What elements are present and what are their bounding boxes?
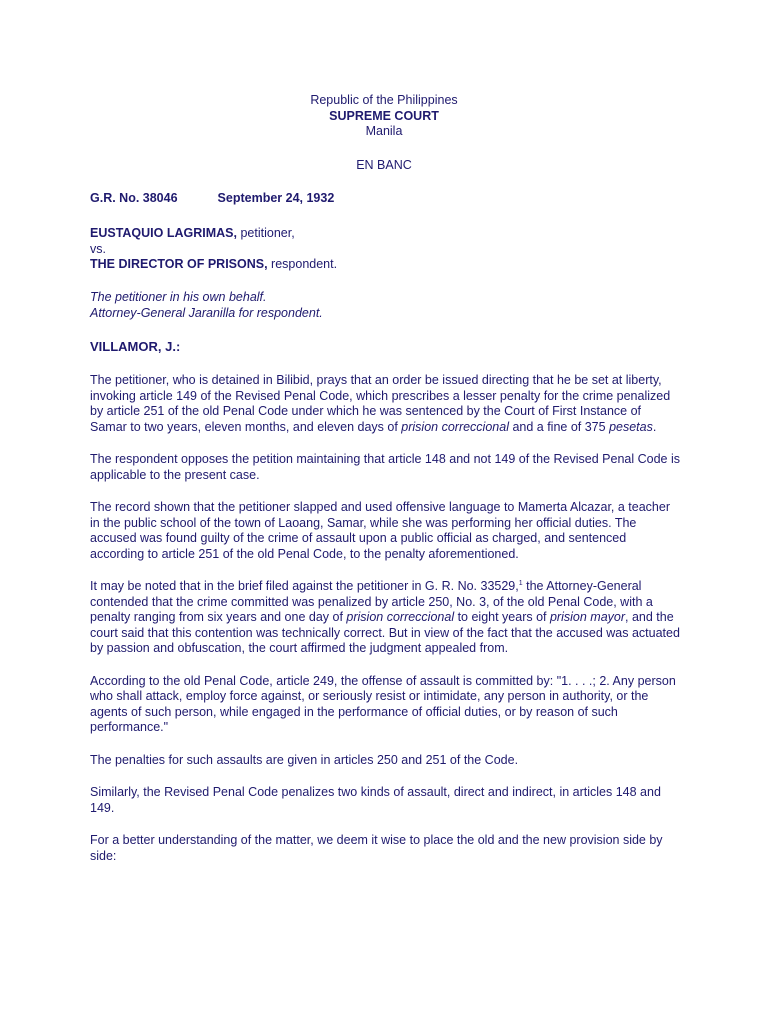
republic-line: Republic of the Philippines <box>310 93 458 107</box>
gr-number: G.R. No. 38046 <box>90 191 178 205</box>
paragraph-6: The penalties for such assaults are given in articles 250 and 251 of the Code. <box>90 752 519 767</box>
paragraph-7: Similarly, the Revised Penal Code penalizes two kinds of assault, direct and indirect, in articles 148 and 149. <box>90 785 661 815</box>
italic-term: prision correccional <box>401 419 509 434</box>
court-header <box>0 93 768 140</box>
text-run: and a fine of 375 <box>508 419 610 434</box>
paragraph-2: The respondent opposes the petition maintaining that article 148 and not 149 of the Revised Penal Code is applicable to the present case. <box>90 452 680 482</box>
italic-term: prision correccional <box>346 610 455 624</box>
case-parties <box>90 226 680 273</box>
respondent-role: respondent. <box>267 257 338 271</box>
paragraph-3: The record shown that the petitioner slapped and used offensive language to Mamerta Alcazar, a teacher in the public school of the town of Laoang, Samar, while she was performing her official duties. The accused was found guilty of the crime of assault upon a public official as charged, and sentenced according to article 251 of the old Penal Code, to the penalty aforementioned. <box>90 500 670 561</box>
footnote-marker[interactable]: 1 <box>518 579 523 587</box>
text-run: . <box>652 419 657 434</box>
italic-term: prision mayor <box>549 610 626 624</box>
petitioner-role: petitioner, <box>237 226 295 240</box>
paragraph-8: For a better understanding of the matter, we deem it wise to place the old and the new provision side by side: <box>90 833 663 863</box>
city-line: Manila <box>365 124 403 138</box>
paragraph-4 <box>90 579 680 657</box>
case-number-line <box>90 191 680 207</box>
court-name: SUPREME COURT <box>329 108 439 123</box>
text-run: It may be noted that in the brief filed against the petitioner in G. R. No. 33529, <box>90 579 519 593</box>
counsel-block <box>90 290 680 321</box>
counsel-respondent: Attorney-General Jaranilla for respondent. <box>90 305 323 320</box>
paragraph-1 <box>90 373 680 435</box>
petitioner-name: EUSTAQUIO LAGRIMAS, <box>90 226 237 240</box>
text-run: to eight years of <box>454 610 550 624</box>
text-run: , and the court said that this contention was technically correct. But in view of the fact that the accused was actuated by passion and obfuscation, the court affirmed the judgment appealed from. <box>90 610 680 655</box>
text-run: the Attorney-General contended that the crime committed was penalized by article 250, No. 3, of the old Penal Code, with a penalty ranging from six years and one day of <box>90 579 653 624</box>
decision-date: September 24, 1932 <box>217 191 335 205</box>
text-run: The petitioner, who is detained in Bilibid, prays that an order be issued directing that he be set at liberty, invoking article 149 of the Revised Penal Code, which prescribes a lesser penalty for the crime penalized by article 251 of the old Penal Code under which he was sentenced by the Court of First Instance of Samar to two years, eleven months, and eleven days of <box>90 373 671 434</box>
ponente-name: VILLAMOR, J.: <box>90 339 181 354</box>
decision-body <box>90 373 680 881</box>
respondent-line <box>90 257 680 273</box>
respondent-name: THE DIRECTOR OF PRISONS, <box>90 257 268 271</box>
paragraph-5: According to the old Penal Code, article 249, the offense of assault is committed by: "1. . . .; 2. Any person who shall attack, employ force against, or seriously resist or intimidate, any person in authority, or the agents of such person, while engaged in the performance of official duties, or by reason of such performance." <box>90 673 676 734</box>
versus-label: vs. <box>90 241 106 256</box>
division-label: EN BANC <box>356 158 412 172</box>
counsel-petitioner: The petitioner in his own behalf. <box>90 290 267 304</box>
petitioner-line <box>90 226 680 242</box>
italic-term: pesetas <box>609 419 653 434</box>
